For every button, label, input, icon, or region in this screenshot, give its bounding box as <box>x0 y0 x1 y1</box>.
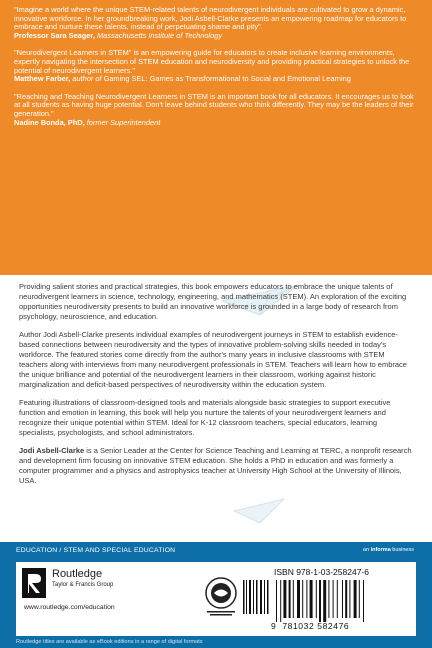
publisher-url: www.routledge.com/education <box>24 604 115 611</box>
quote-attribution <box>14 75 418 84</box>
quote-text: "Imagine a world where the unique STEM-related talents of neurodivergent individuals are cultivated to grow a dynamic, innovative workforce. In her groundbreaking work, Jodi Asbell-Clarke presents an empowering roadmap for educators to embrace and nurture these talents, instead of perpetuating shame and pity". <box>14 5 407 32</box>
barcode-digits <box>271 621 349 631</box>
isbn-barcode-icon <box>274 580 412 622</box>
description-text <box>19 282 415 494</box>
isbn-number: ISBN 978-1-03-258247-6 <box>274 567 369 577</box>
paper-plane-illustration <box>232 497 286 527</box>
informa-suffix: business <box>392 547 414 553</box>
quote-text: "Neurodivergent Learners in STEM" is an empowering guide for educators to create inclusive learning environments, expertly navigating the intersection of STEM education and neurodiversity and providing practical strategies to unlock the potential of neurodivergent learners." <box>14 48 410 75</box>
description-paragraph: Providing salient stories and practical strategies, this book empowers educators to embrace the unique talents of neurodivergent learners in science, technology, engineering, and mathematics (STEM). An exploration of the exciting opportunities neurodiversity presents to build an innovative workforce is grounded in a large body of research from psychology, neuroscience, and education. <box>19 282 407 321</box>
barcode-lead-digit: 9 <box>271 621 277 631</box>
endorsement-quote <box>14 49 418 83</box>
price-barcode-icon <box>242 578 270 618</box>
informa-brand: informa <box>370 547 391 553</box>
routledge-logo-icon <box>22 568 46 598</box>
publisher-box <box>16 562 416 636</box>
quote-text: "Reaching and Teaching Neurodivergent Learners in STEM is an important book for all educators. It encourages us to look at all students as having huge potential. Don't leave behind students who think differently. They may be the leaders of their generation." <box>14 91 414 118</box>
quote-affiliation-prefix: author of <box>72 74 102 84</box>
quote-attribution <box>14 32 418 41</box>
endorsement-list <box>14 6 418 136</box>
author-name: Jodi Asbell-Clarke <box>19 446 85 455</box>
quote-author: Professor Sara Seager, <box>14 30 95 40</box>
ebook-availability-note: Routledge titles are available as eBook editions in a range of digital formats <box>16 639 203 645</box>
quote-author: Nadine Bonda, PhD, <box>14 117 85 127</box>
description-panel <box>0 275 432 542</box>
endorsement-quote <box>14 6 418 40</box>
endorsements-panel <box>0 0 432 275</box>
barcode-number: 781032 582476 <box>282 621 350 631</box>
subject-category: EDUCATION / STEM AND SPECIAL EDUCATION <box>16 547 176 554</box>
quote-affiliation: former Superintendent <box>86 117 161 127</box>
quote-affiliation: Gaming SEL: Games as Transformational to Social and Emotional Learning <box>103 74 351 84</box>
carbon-neutral-seal-icon <box>202 576 240 618</box>
quote-affiliation: Massachusetts Institute of Technology <box>97 30 223 40</box>
author-bio <box>19 446 415 486</box>
description-paragraph: Author Jodi Asbell-Clarke presents individual examples of neurodivergent journeys in STEM to establish evidence-based connections between neurodiversity and the types of innovative problem-solving skills needed in today's workforce. The featured stories come directly from the author's many years in inclusive classrooms with STEM teachers along with interviews from many neurodivergent professionals in STEM. Teachers will learn how to embrace the unique brilliance and potential of the neurodivergent learners in their classroom, working against historic marginalization and deficit-based perspectives of neurodiversity within the education system. <box>19 330 407 389</box>
quote-attribution <box>14 119 418 128</box>
endorsement-quote <box>14 93 418 127</box>
quote-author: Matthew Farber, <box>14 74 71 84</box>
publisher-name: Routledge <box>52 568 103 580</box>
informa-prefix: an <box>362 547 370 553</box>
footer-band <box>0 542 432 648</box>
description-paragraph: Featuring illustrations of classroom-designed tools and materials alongside basic strategies to support executive function and emotion in learning, this book will help you nurture the talents of your neurodivergent learners and recognize their unique potential within STEM. Ideal for K-12 classroom teachers, special educators, learning specialists, psychologists, and school administrators. <box>19 398 391 437</box>
informa-business-label <box>363 547 414 553</box>
author-bio-text: is a Senior Leader at the Center for Science Teaching and Learning at TERC, a nonprofit research and development firm focusing on innovative STEM education. She holds a PhD in education and was formerly a computer programmer and a physics and astrophysics teacher at University High School at the University of Illinois, USA. <box>19 446 412 485</box>
publisher-subtitle: Taylor & Francis Group <box>52 582 114 588</box>
